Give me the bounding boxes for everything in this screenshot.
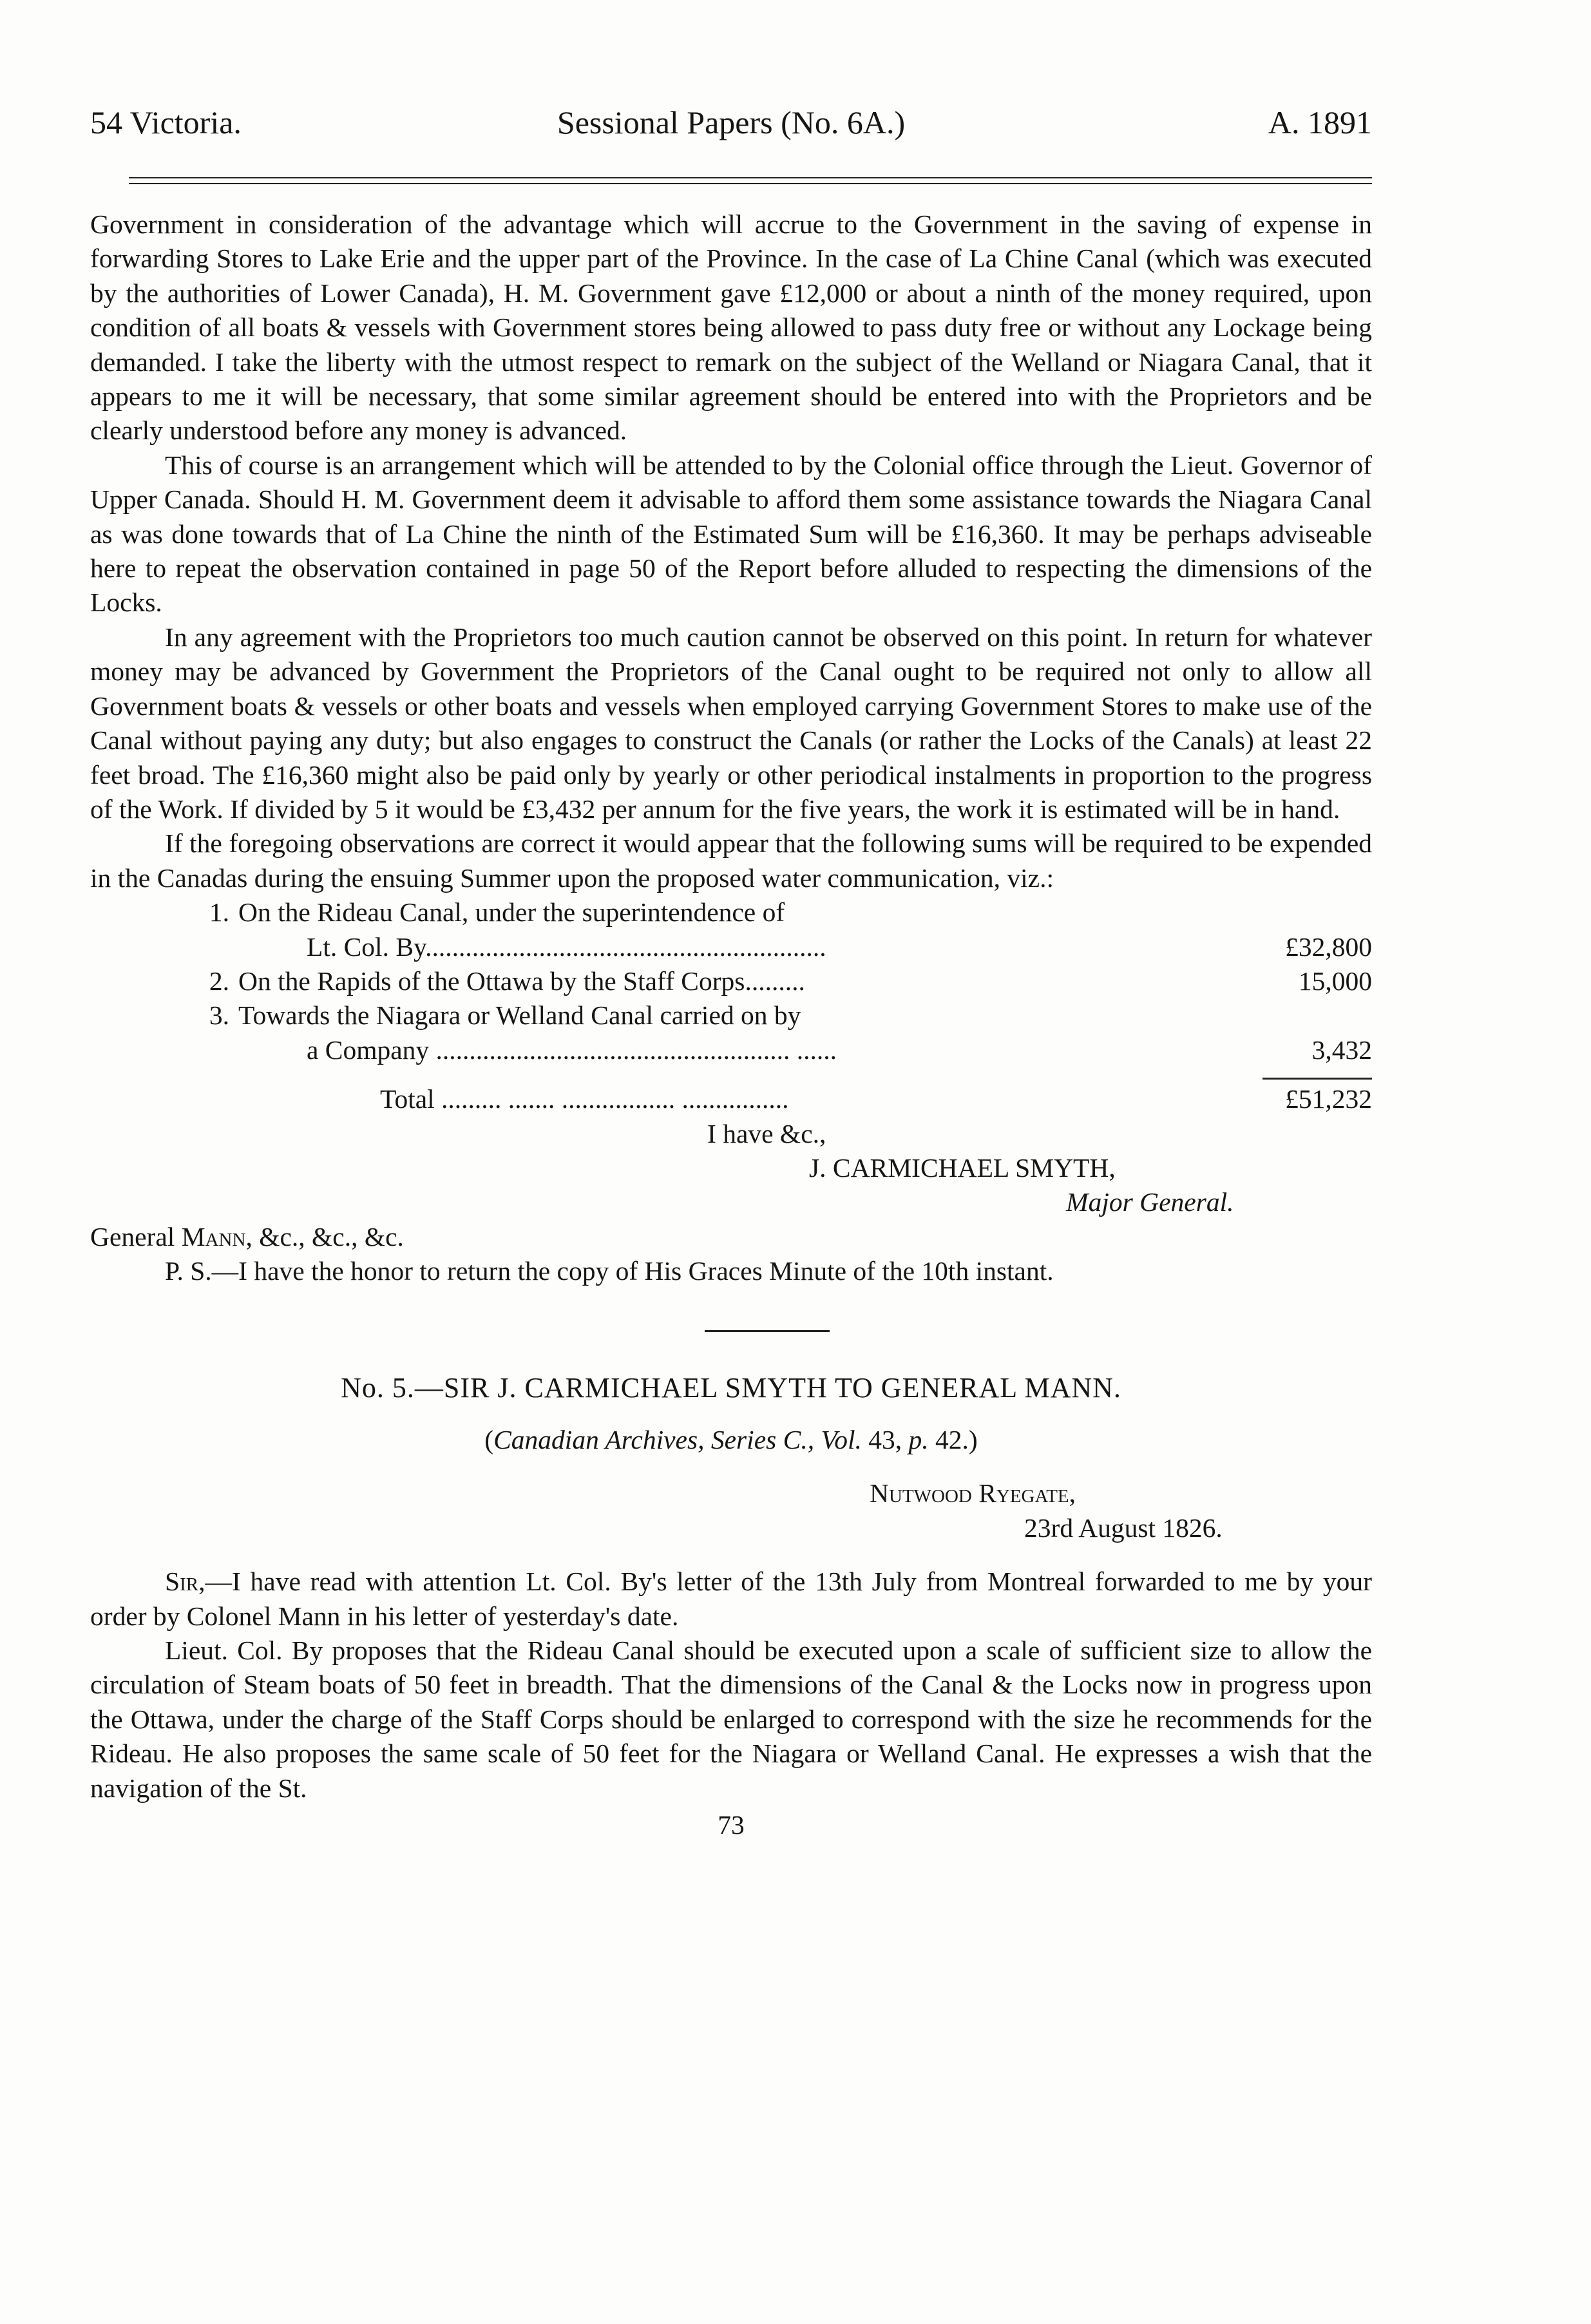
sum-row-3a	[90, 998, 1372, 1033]
section-rule	[705, 1330, 830, 1332]
letter-heading: No. 5.—SIR J. CARMICHAEL SMYTH TO GENERAL MANN.	[341, 1371, 1121, 1404]
sum-label: On the Rideau Canal, under the superintendence of	[238, 897, 785, 928]
sum-label: Towards the Niagara or Welland Canal carried on by	[238, 1000, 801, 1031]
body-text	[90, 207, 1372, 1842]
signer-name: J. CARMICHAEL SMYTH,	[809, 1152, 1116, 1183]
total-amount: £51,232	[1285, 1084, 1372, 1114]
archive-citation: (Canadian Archives, Series C., Vol. 43, p. 42.)	[484, 1425, 978, 1454]
header-double-rule	[129, 177, 1372, 184]
addressee: General Mann, &c., &c., &c.	[90, 1221, 404, 1252]
document-page	[90, 103, 1372, 1842]
total-rule	[1262, 1078, 1372, 1080]
header-title: Sessional Papers (No. 6A.)	[557, 104, 906, 140]
sum-number: 3.	[209, 1000, 229, 1031]
sum-amount: 15,000	[1298, 966, 1372, 996]
paragraph-2: This of course is an arrangement which will be attended to by the Colonial office through the Lieut. Governor of Upper Canada. Should H. M. Government deem it advisable to afford them some assistance towards the Niagara Canal as was done towards that of La Chine the ninth of the Estimated Sum will be £16,360. It may be perhaps adviseable here to repeat the observation contained in page 50 of the Report before alluded to respecting the dimensions of the Locks.	[90, 450, 1372, 618]
letter-place: Nutwood Ryegate,	[870, 1478, 1076, 1509]
sum-label-cont: Lt. Col. By............................................................	[307, 931, 826, 962]
closing-phrase: I have &c.,	[707, 1118, 826, 1148]
sum-row-3b	[90, 1033, 1372, 1067]
sum-number: 1.	[209, 897, 229, 928]
paragraph-3: In any agreement with the Proprietors too much caution cannot be observed on this point. In return for whatever money may be advanced by Government the Proprietors of the Canal ought to be required not only to allow all Government boats & vessels or other boats and vessels when employed carrying Government Stores to make use of the Canal without paying any duty; but also engages to construct the Canals (or rather the Locks of the Canals) at least 22 feet broad. The £16,360 might also be paid only by yearly or other periodical instalments in proportion to the progress of the Work. If divided by 5 it would be £3,432 per annum for the five years, the work it is estimated will be in hand.	[90, 622, 1372, 824]
sum-label-cont: a Company ..................................................... ......	[307, 1034, 837, 1065]
sum-row-1b	[90, 930, 1372, 964]
page-number: 73	[718, 1810, 745, 1840]
signoff	[90, 1117, 1372, 1220]
salutation: Sir	[165, 1567, 199, 1597]
sums-table	[90, 895, 1372, 1116]
letter-paragraph-1: Sir,—I have read with attention Lt. Col. By's letter of the 13th July from Montreal forwarded to me by your order by Colonel Mann in his letter of yesterday's date.	[90, 1567, 1372, 1631]
addressee-name: Mann	[181, 1221, 246, 1252]
sum-row-2	[90, 964, 1372, 998]
sum-number: 2.	[209, 966, 229, 996]
running-head	[90, 103, 1372, 142]
total-label: Total ......... ....... ................. ................	[380, 1084, 789, 1114]
postscript: P. S.—I have the honor to return the copy of His Graces Minute of the 10th instant.	[165, 1256, 1054, 1286]
header-year: A. 1891	[1268, 104, 1372, 140]
paragraph-1: Government in consideration of the advantage which will accrue to the Government in the saving of expense in forwarding Stores to Lake Erie and the upper part of the Province. In the case of La Chine Canal (which was executed by the authorities of Lower Canada), H. M. Government gave £12,000 or about a ninth of the money required, upon condition of all boats & vessels with Government stores being allowed to pass duty free or without any Lockage being demanded. I take the liberty with the utmost respect to remark on the subject of the Welland or Niagara Canal, that it appears to me it will be necessary, that some similar agreement should be entered into with the Proprietors and be clearly understood before any money is advanced.	[90, 209, 1372, 446]
header-volume: 54 Victoria.	[90, 104, 242, 140]
sum-label: On the Rapids of the Ottawa by the Staff Corps.........	[238, 966, 805, 996]
sum-amount: £32,800	[1285, 931, 1372, 962]
letter-date: 23rd August 1826.	[1024, 1512, 1223, 1543]
paragraph-4: If the foregoing observations are correct it would appear that the following sums will be required to be expended in the Canadas during the ensuing Summer upon the proposed water communication, viz.:	[90, 828, 1372, 893]
letter-paragraph-2: Lieut. Col. By proposes that the Rideau Canal should be executed upon a scale of sufficient size to allow the circulation of Steam boats of 50 feet in breadth. That the dimensions of the Canal & the Locks now in progress upon the Ottawa, under the charge of the Staff Corps should be enlarged to correspond with the size he recommends for the Rideau. He also proposes the same scale of 50 feet for the Niagara or Welland Canal. He expresses a wish that the navigation of the St.	[90, 1635, 1372, 1803]
sum-amount: 3,432	[1311, 1034, 1372, 1065]
sum-total-row	[90, 1082, 1372, 1116]
sum-row-1a	[90, 895, 1372, 929]
signer-rank: Major General.	[1066, 1187, 1234, 1217]
